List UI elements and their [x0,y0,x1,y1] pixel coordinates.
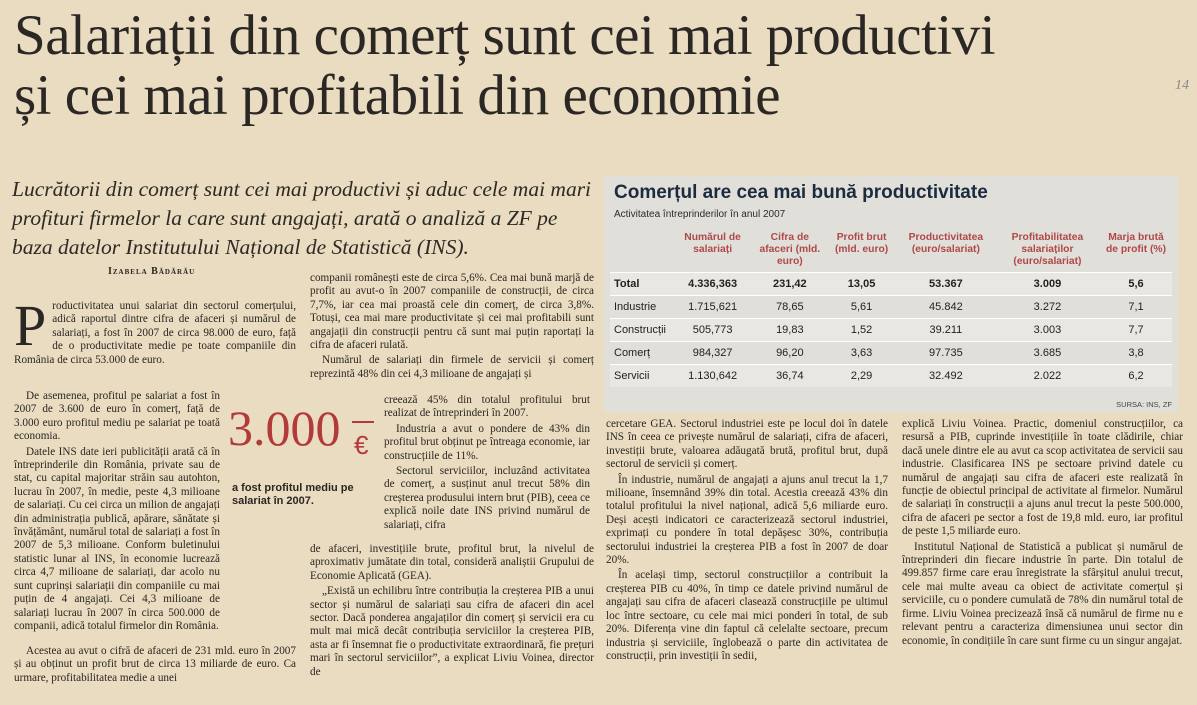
paragraph: explică Liviu Voinea. Practic, domeniul construcțiilor, ca resursă a PIB, cuprinde investițiile în toate clădirile, chiar dacă unele dintre ele au avut ca scop activitatea de servicii sau industrie. Clasificarea INS pe sectoare privind datele cu numărul de angajați sau cifra de afaceri este realizată în funcție de obiectul principal de activitate al firmelor. Numărul de salariați în construcții a ajuns anul trecut la peste 500.000, cifra de afaceri pe sector a fost de 19,8 mld. euro, iar profitul de peste 1,5 miliarde euro. [902,418,1183,538]
paragraph: „Există un echilibru între contribuția la creșterea PIB a unui sector și numărul de salariați sau cifra de afaceri din acel sector. Dacă ponderea angajaților din comerț și servicii era cu mult mai mică decât contribuția serviciilor la creșterea PIB, asta ar fi însemnat fie o productivitate extraordinară, fie prețuri mari în sectorul serviciilor”, a explicat Liviu Voinea, director de [310,585,594,678]
dropcap: P [14,293,47,358]
byline: Izabela Bădărău [108,266,196,277]
table-cell: 984,327 [672,342,754,365]
paragraph: În industrie, numărul de angajați a ajuns anul trecut la 1,7 milioane, însemnând 39% din total. Acestia creează 43% din totalul profitului la nivel național, adică 5,6 miliarde euro. Deși acești indicatori ce caracterizează sectorul industriei, exprimați cu pondere în total depășesc 30%, contribuția sectorului industriei la creșterea PIB a fost în 2007 de doar 20%. [606,473,888,567]
handwritten-margin-note: 14 [1175,78,1189,93]
table-cell: 1.130,642 [672,365,754,388]
lead-paragraph: Lucrătorii din comerț sunt cei mai productivi și aduc cele mai mari profituri firmelor la care sunt angajați, arată o analiză a ZF pe baza datelor Institutului Național de Statistică (INS). [12,177,592,259]
header-cell: Productivitatea (euro/salariat) [908,232,984,255]
table-cell: 36,74 [753,365,826,388]
table-cell: 2.022 [995,365,1100,388]
table-cell: 7,1 [1100,296,1172,319]
table-row [610,365,1172,388]
highlight-number: 3.000 [228,400,341,456]
column-1-narrow [14,390,220,635]
first-paragraph-text: roductivitatea unui salariat din sectorul comerțului, adică raportul dintre cifra de afaceri și numărul de salariați, a fost în 2007 de circa 98.000 de euro, față de o productivitate medie pe toate companiile din România de circa 53.000 de euro. [14,300,296,366]
highlight-divider [352,421,374,423]
table-cell: 1,52 [826,319,897,342]
table-cell: 32.492 [897,365,995,388]
table-row [610,273,1172,296]
table-cell: 6,2 [1100,365,1172,388]
table-cell: 3.685 [995,342,1100,365]
row-label: Construcții [610,319,672,342]
row-label: Servicii [610,365,672,388]
table-cell: 78,65 [753,296,826,319]
table-cell: 4.336,363 [672,273,754,296]
infobox-title: Comerțul are cea mai bună productivitate [614,182,988,203]
table-row [610,319,1172,342]
column-1-bottom [14,645,296,687]
table-cell: 39.211 [897,319,995,342]
column-1 [14,293,296,369]
table-cell: 3.003 [995,319,1100,342]
paragraph: În același timp, sectorul construcțiilor a contribuit la creșterea PIB cu 40%, în timp ce datele privind numărul de angajați sau cifra de afaceri clasează construcțiile pe ultimul loc între sectoare, cu cele mai mici ponderi în total, de sub 20%. Diferența vine din faptul că celelalte sectoare, precum industria și serviciile, înglobează o parte din activitatea de construcții, prin investiții în sedii, [606,569,888,662]
column-2-bottom [310,543,594,681]
column-4 [902,418,1183,650]
table-cell: 13,05 [826,273,897,296]
paragraph: cercetare GEA. Sectorul industriei este pe locul doi în datele INS în ceea ce privește numărul de salariați, cifra de afaceri, investiții brute, valoarea adăugată brută, profitul brut, după sectorul de servicii și comerț. [606,418,888,471]
header-empty [610,228,672,273]
paragraph: De asemenea, profitul pe salariat a fost în 2007 de 3.600 de euro în comerț, față de 3.000 euro profitul mediu pe salariat pe toată economia. [14,390,220,443]
table-cell: 3.009 [995,273,1100,296]
header-cell: Cifra de afaceri (mld. euro) [759,232,821,267]
table-cell: 3,63 [826,342,897,365]
table-cell: 1.715,621 [672,296,754,319]
paragraph: Sectorul serviciilor, incluzând activitatea de comerț, a susținut anul trecut 58% din creșterea produsului intern brut (PIB), ceea ce explică noile date INS privind numărul de salariați, cifra [384,465,590,531]
highlight-caption: a fost profitul mediu pe salariat în 2007. [232,482,354,507]
paragraph: companii românești este de circa 5,6%. Cea mai bună marjă de profit au avut-o în 2007 companiile de construcții, de circa 7,7%, iar cea mai proastă cele din comerț, de circa 3,8%. Totuși, cea mai mare productivitate și cei mai profitabili sunt angajații din construcții pentru că sunt mai puțin raportați la cifra de afaceri rulată. [310,272,594,352]
headline [14,6,1164,126]
row-label: Comerț [610,342,672,365]
row-label: Industrie [610,296,672,319]
table-cell: 231,42 [753,273,826,296]
column-2 [310,272,594,383]
table-cell: 53.367 [897,273,995,296]
paragraph: Acestea au avut o cifră de afaceri de 231 mld. euro în 2007 și au obținut un profit brut de circa 13 miliarde de euro. Ca urmare, profitabilitatea medie a unei [14,645,296,684]
table-cell: 5,61 [826,296,897,319]
header-cell: Profitabilitatea salariaților (euro/salariat) [1011,232,1084,267]
paragraph: Industria a avut o pondere de 43% din profitul brut obținut pe întreaga economie, iar construcțiile de 11%. [384,422,590,462]
table-row [610,296,1172,319]
table-cell: 19,83 [753,319,826,342]
column-3 [606,418,888,665]
header-cell: Numărul de salariați [684,232,741,255]
row-label: Total [610,273,672,296]
table-cell: 45.842 [897,296,995,319]
table-cell: 2,29 [826,365,897,388]
infobox [604,176,1178,412]
infobox-source: SURSA: INS, ZF [1116,400,1172,409]
euro-sign: € [354,430,369,460]
table-header-row [610,228,1172,273]
paragraph: de afaceri, investițiile brute, profitul brut, la nivelul de aproximativ jumătate din total, consideră analiștii Grupului de Economie Aplicată (GEA). [310,543,594,582]
table-cell: 96,20 [753,342,826,365]
column-2-narrow [384,394,590,534]
paragraph: Institutul Național de Statistică a publicat și numărul de întreprinderi din fiecare industrie în parte. Din totalul de 499.857 firme care erau înregistrate la sfârșitul anului trecut, cele mai multe aveau ca obiect de activitate comerțul și serviciile, cu o pondere cumulată de 78% din numărul total de firme. Liviu Voinea precizează însă că numărul de firme nu e relevant pentru a caracteriza dimensiunea unui sector din economie, în condițiile în care sunt firme cu un singur angajat. [902,540,1183,647]
table-cell: 7,7 [1100,319,1172,342]
headline-line-1: Salariații din comerț sunt cei mai productivi [14,4,996,67]
headline-line-2: și cei mai profitabili din economie [14,64,781,127]
table-cell: 97.735 [897,342,995,365]
paragraph: Datele INS date ieri publicității arată că în întreprinderile din România, private sau de stat, cu capital majoritar străin sau autohton, lucrau în 2007, în medie, peste 4,3 milioane de salariați. Cu cei circa un milion de angajați din administrația publică, apărare, sănătate și învățământ, numărul total de salariați a fost în 2007 de 5,3 milioane. Conform buletinului statistic lunar al INS, în economie lucrează circa 4,7 milioane de salariați, dar acolo nu sunt cuprinși salariații din companiile cu mai puțin de 4 angajați. Cei 4,3 milioane de salariați lucrau în 2007 în circa 500.000 de companii, adică totalul firmelor din România. [14,445,220,632]
first-paragraph [14,293,296,367]
header-cell: Marja brută de profit (%) [1105,232,1167,255]
infobox-subtitle: Activitatea întreprinderilor în anul 2007 [614,209,786,220]
table-cell: 505,773 [672,319,754,342]
infobox-table [610,228,1172,387]
table-row [610,342,1172,365]
table-cell: 3.272 [995,296,1100,319]
header-cell: Profit brut (mld. euro) [834,232,889,255]
table-cell: 5,6 [1100,273,1172,296]
paragraph: creează 45% din totalul profitului brut realizat de întreprinderi în 2007. [384,394,590,420]
paragraph: Numărul de salariați din firmele de servicii și comerț reprezintă 48% din cei 4,3 milioane de angajați și [310,354,594,380]
table-cell: 3,8 [1100,342,1172,365]
